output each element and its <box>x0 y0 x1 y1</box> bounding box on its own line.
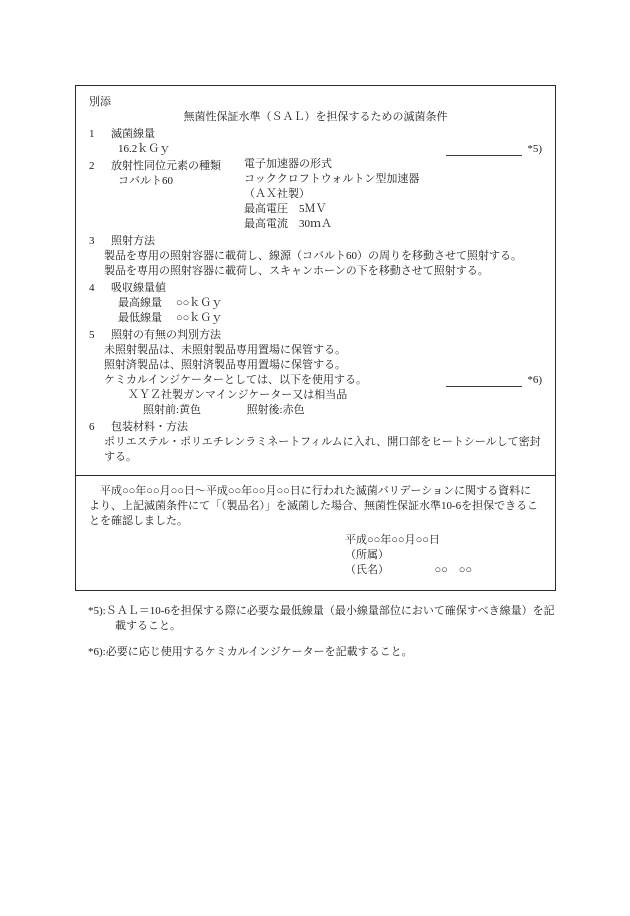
confirmation-section <box>76 475 555 578</box>
accelerator-format-heading: 電子加速器の形式 <box>244 158 332 170</box>
footnote-6: *6):必要に応じ使用するケミカルインジケーターを記載すること。 <box>88 646 413 658</box>
section-5-header <box>89 328 542 343</box>
irradiation-method-line-2: 製品を専用の照射容器に載荷し、スキャンホーンの下を移動させて照射する。 <box>104 265 489 277</box>
section-1-number: 1 <box>89 128 95 140</box>
section-3-number: 3 <box>89 235 95 247</box>
blank-underline-note6 <box>446 375 522 387</box>
footnote-5: *5):ＳＡＬ＝10-6を担保する際に必要な最低線量（最小線量部位において確保すべき線量）を記載すること。 <box>88 605 555 632</box>
section-2-left-column <box>89 157 244 232</box>
sterilization-dose-row <box>118 142 542 157</box>
footnotes <box>88 604 556 671</box>
section-4-heading: 吸収線量値 <box>111 282 166 294</box>
irradiation-method-line-1: 製品を専用の照射容器に載荷し、線源（コバルト60）の周りを移動させて照射する。 <box>104 250 522 262</box>
section-3-header <box>89 234 542 249</box>
document-title: 無菌性保証水準（ＳＡＬ）を担保するための滅菌条件 <box>183 111 448 123</box>
isotope-value: コバルト60 <box>118 175 173 187</box>
confirmation-text: 平成○○年○○月○○日〜平成○○年○○月○○日に行われた滅菌バリデーションに関する資料により、上記滅菌条件にて「（製品名）」を滅菌した場合、無菌性保証水準10-6を担保できることを確認しました。 <box>89 485 539 527</box>
section-6-number: 6 <box>89 421 95 433</box>
after-irradiation-color: 照射後:赤色 <box>246 404 305 416</box>
irradiated-storage-line: 照射済製品は、照射済製品専用置場に保管する。 <box>104 359 346 371</box>
name-row <box>345 563 542 578</box>
section-2-header <box>89 159 244 174</box>
blank-underline-note5 <box>446 144 522 156</box>
note-ref-6: *6) <box>527 374 542 386</box>
min-dose-label: 最低線量 <box>118 312 162 324</box>
note-ref-5: *5) <box>527 143 542 155</box>
section-3-heading: 照射方法 <box>111 235 155 247</box>
min-dose-value: ○○ｋＧｙ <box>176 312 223 324</box>
max-current-value: 最高電流 30ｍＡ <box>244 218 332 230</box>
min-dose-row <box>118 311 542 326</box>
name-label: （氏名） <box>345 564 389 576</box>
section-1-heading: 滅菌線量 <box>111 128 155 140</box>
appendix-label: 別添 <box>89 96 111 108</box>
name-value: ○○ ○○ <box>434 564 473 576</box>
section-6-heading: 包装材料・方法 <box>111 421 188 433</box>
max-dose-row <box>118 296 542 311</box>
max-voltage-value: 最高電圧 5ＭＶ <box>244 203 327 215</box>
signature-block <box>345 533 542 578</box>
indicator-product-line: ＸＹＺ社製ガンマインジケーター又は相当品 <box>128 389 348 401</box>
accelerator-type: コッククロフトウォルトン型加速器 <box>244 173 420 185</box>
section-2-heading: 放射性同位元素の種類 <box>111 160 221 172</box>
section-2 <box>89 157 542 232</box>
affiliation-label: （所属） <box>345 549 389 561</box>
sterilization-dose-value: 16.2ｋＧｙ <box>118 143 171 155</box>
accelerator-maker: （ＡＸ社製） <box>244 188 310 200</box>
indicator-colors-row <box>143 403 542 418</box>
section-2-right-column <box>244 157 542 232</box>
before-irradiation-color: 照射前:黄色 <box>143 404 202 416</box>
section-1-header <box>89 127 542 142</box>
max-dose-label: 最高線量 <box>118 297 162 309</box>
section-5-number: 5 <box>89 329 95 341</box>
section-6-header <box>89 420 542 435</box>
section-5-heading: 照射の有無の判別方法 <box>111 329 221 341</box>
max-dose-value: ○○ｋＧｙ <box>176 297 223 309</box>
chemical-indicator-line: ケミカルインジケーターとしては、以下を使用する。 <box>104 374 367 386</box>
section-4-header <box>89 281 542 296</box>
chemical-indicator-row <box>104 373 542 388</box>
sterilization-conditions-box <box>75 85 556 591</box>
unirradiated-storage-line: 未照射製品は、未照射製品専用置場に保管する。 <box>104 344 346 356</box>
confirmation-date: 平成○○年○○月○○日 <box>345 534 440 546</box>
packaging-method-text: ポリエステル・ポリエチレンラミネートフィルムに入れ、開口部をヒートシールして密封する。 <box>104 436 541 463</box>
section-2-number: 2 <box>89 160 95 172</box>
section-4-number: 4 <box>89 282 95 294</box>
